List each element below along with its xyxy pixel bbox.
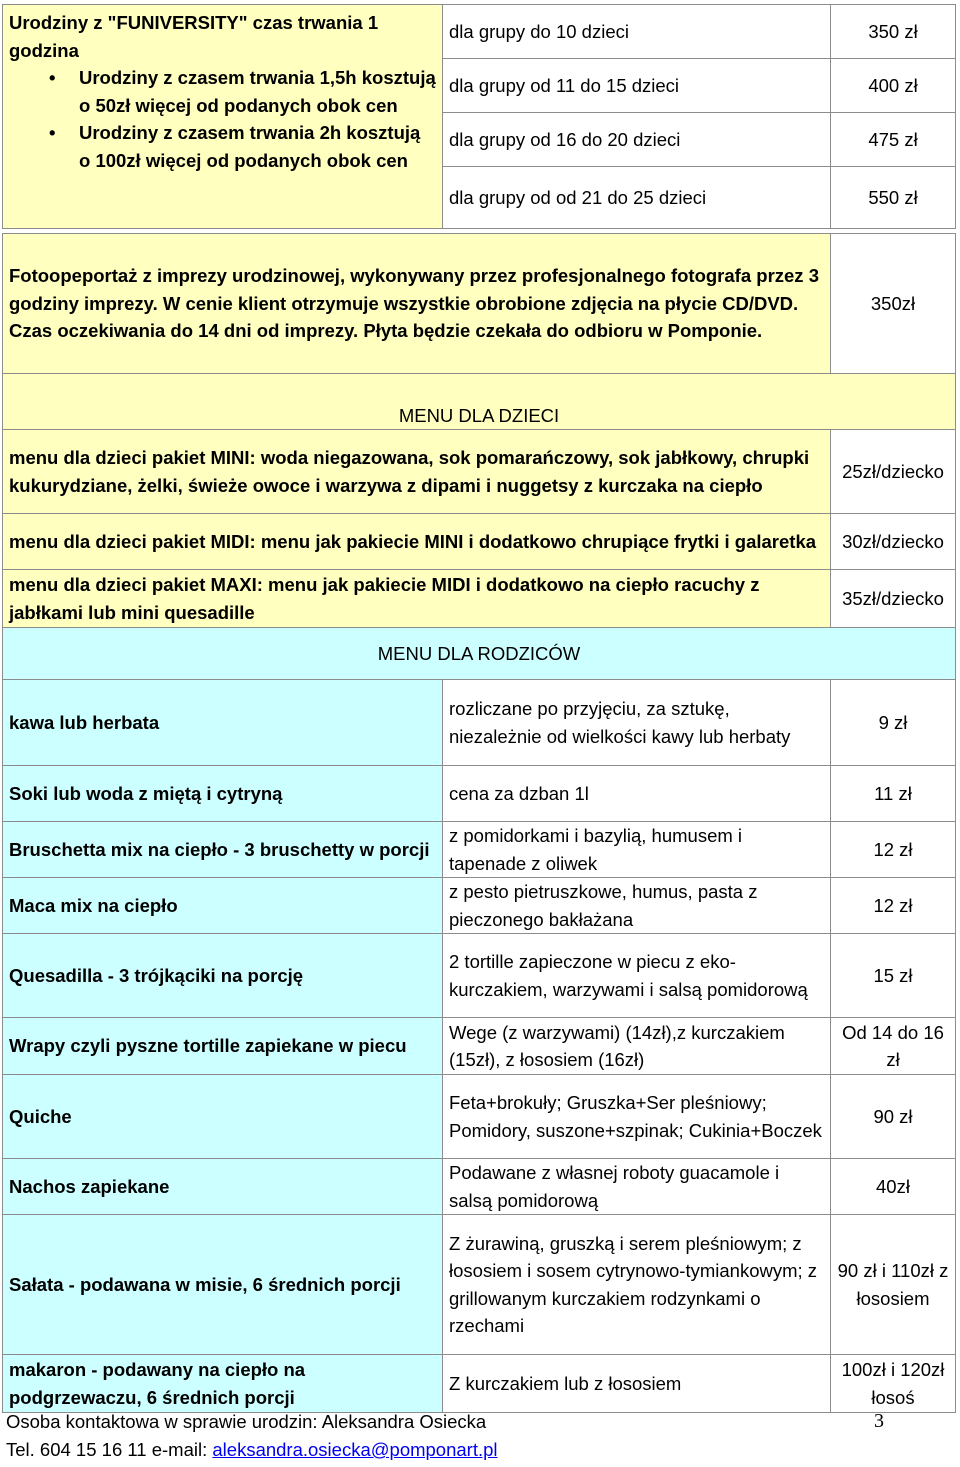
- page-number: 3: [874, 1410, 884, 1432]
- menu-item-price: 12 zł: [831, 822, 956, 878]
- group-price: 400 zł: [831, 59, 956, 113]
- menu-item-desc: rozliczane po przyjęciu, za sztukę, niezależnie od wielkości kawy lub herbaty: [443, 680, 831, 766]
- group-label: dla grupy do 10 dzieci: [443, 5, 831, 59]
- contact-line: [6, 1436, 498, 1464]
- kids-menu-price: 35zł/dziecko: [831, 570, 956, 628]
- menu-item-desc: Wege (z warzywami) (14zł),z kurczakiem (15zł), z łososiem (16zł): [443, 1018, 831, 1075]
- menu-item-price: Od 14 do 16 zł: [831, 1018, 956, 1075]
- menu-item-desc: z pomidorkami i bazylią, humusem i tapenade z oliwek: [443, 822, 831, 878]
- contact-person: Osoba kontaktowa w sprawie urodzin: Aleksandra Osiecka: [6, 1411, 487, 1432]
- menu-item-price: 15 zł: [831, 934, 956, 1018]
- menu-item-price: 90 zł i 110zł z łososiem: [831, 1215, 956, 1355]
- price-table: [2, 4, 956, 1413]
- menu-item-name: makaron - podawany na ciepło na podgrzewaczu, 6 średnich porcji: [3, 1355, 443, 1413]
- menu-item-desc: Podawane z własnej roboty guacamole i salsą pomidorową: [443, 1159, 831, 1215]
- menu-item-name: Nachos zapiekane: [3, 1159, 443, 1215]
- menu-item-name: Quesadilla - 3 trójkąciki na porcję: [3, 934, 443, 1018]
- menu-item-name: Wrapy czyli pyszne tortille zapiekane w piecu: [3, 1018, 443, 1075]
- menu-item-desc: Z żurawiną, gruszką i serem pleśniowym; z łososiem i sosem cytrynowo-tymiankowym; z grillowanym kurczakiem rodzynkami o rzechami: [443, 1215, 831, 1355]
- phone-text: Tel. 604 15 16 11 e-mail:: [6, 1439, 213, 1460]
- kids-menu-price: 30zł/dziecko: [831, 514, 956, 570]
- menu-item-price: 12 zł: [831, 878, 956, 934]
- kids-menu-item: menu dla dzieci pakiet MINI: woda niegazowana, sok pomarańczowy, sok jabłkowy, chrupki kukurydziane, żelki, świeże owoce i warzywa z dipami i nuggetsy z kurczaka na ciepło: [3, 430, 831, 514]
- menu-item-name: Quiche: [3, 1075, 443, 1159]
- group-label: dla grupy od od 21 do 25 dzieci: [443, 167, 831, 229]
- menu-item-name: Bruschetta mix na ciepło - 3 bruschetty w porcji: [3, 822, 443, 878]
- menu-item-name: kawa lub herbata: [3, 680, 443, 766]
- menu-item-price: 11 zł: [831, 766, 956, 822]
- parents-menu-heading: MENU DLA RODZICÓW: [3, 628, 956, 680]
- party-bullet: • Urodziny z czasem trwania 2h kosztują o 100zł więcej od podanych obok cen: [79, 119, 436, 174]
- menu-item-price: 40zł: [831, 1159, 956, 1215]
- menu-item-price: 100zł i 120zł łosoś: [831, 1355, 956, 1413]
- group-label: dla grupy od 11 do 15 dzieci: [443, 59, 831, 113]
- party-description: [3, 5, 443, 229]
- kids-menu-price: 25zł/dziecko: [831, 430, 956, 514]
- kids-menu-item: menu dla dzieci pakiet MAXI: menu jak pakiecie MIDI i dodatkowo na ciepło racuchy z jabłkami lub mini quesadille: [3, 570, 831, 628]
- menu-item-desc: 2 tortille zapieczone w piecu z eko-kurczakiem, warzywami i salsą pomidorową: [443, 934, 831, 1018]
- party-bullets: [9, 64, 436, 174]
- group-label: dla grupy od 16 do 20 dzieci: [443, 113, 831, 167]
- photo-price: 350zł: [831, 234, 956, 374]
- kids-menu-item: menu dla dzieci pakiet MIDI: menu jak pakiecie MINI i dodatkowo chrupiące frytki i galaretka: [3, 514, 831, 570]
- party-title: Urodziny z "FUNIVERSITY" czas trwania 1 godzina: [9, 12, 379, 61]
- menu-item-desc: Z kurczakiem lub z łososiem: [443, 1355, 831, 1413]
- menu-item-name: Maca mix na ciepło: [3, 878, 443, 934]
- group-price: 350 zł: [831, 5, 956, 59]
- menu-item-desc: Feta+brokuły; Gruszka+Ser pleśniowy; Pomidory, suszone+szpinak; Cukinia+Boczek: [443, 1075, 831, 1159]
- price-list: [2, 4, 955, 1413]
- email-link[interactable]: aleksandra.osiecka@pomponart.pl: [212, 1439, 498, 1460]
- menu-item-name: Sałata - podawana w misie, 6 średnich porcji: [3, 1215, 443, 1355]
- menu-item-name: Soki lub woda z miętą i cytryną: [3, 766, 443, 822]
- photo-description: Fotoореportaż z imprezy urodzinowej, wykonywany przez profesjonalnego fotografa przez 3 godziny imprezy. W cenie klient otrzymuje wszystkie obrobione zdjęcia na płycie CD/DVD. Czas oczekiwania do 14 dni od imprezy. Płyta będzie czekała do odbioru w Pomponie.: [3, 234, 831, 374]
- menu-item-desc: cena za dzban 1l: [443, 766, 831, 822]
- group-price: 550 zł: [831, 167, 956, 229]
- party-bullet: • Urodziny z czasem trwania 1,5h kosztują o 50zł więcej od podanych obok cen: [79, 64, 436, 119]
- menu-item-price: 90 zł: [831, 1075, 956, 1159]
- group-price: 475 zł: [831, 113, 956, 167]
- menu-item-desc: z pesto pietruszkowe, humus, pasta z pieczonego bakłażana: [443, 878, 831, 934]
- page-footer: [6, 1408, 498, 1464]
- menu-item-price: 9 zł: [831, 680, 956, 766]
- kids-menu-heading: MENU DLA DZIECI: [3, 374, 956, 430]
